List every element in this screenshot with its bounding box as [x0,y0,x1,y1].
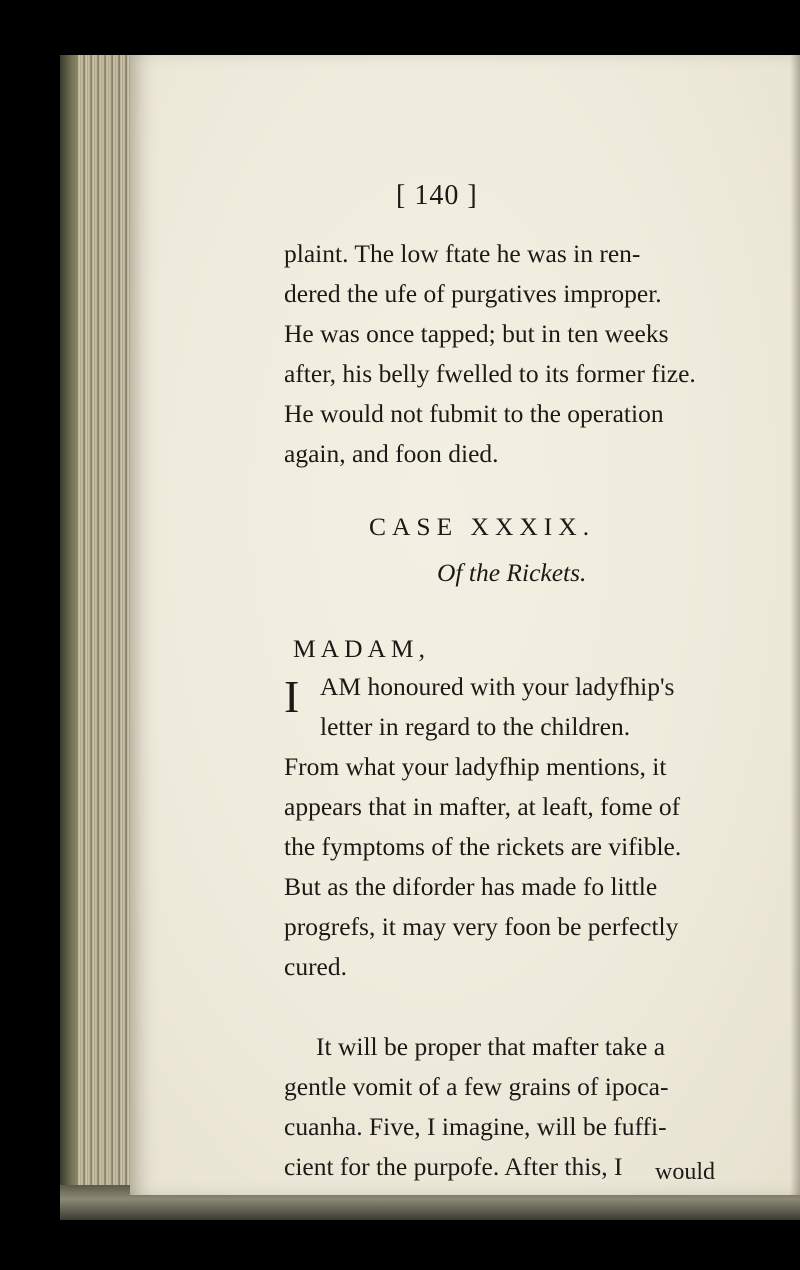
body-line: appears that in mafter, at leaft, fome of [284,792,681,821]
body-line: From what your ladyfhip mentions, it [284,752,667,781]
body-line: progrefs, it may very foon be perfectly [284,912,679,941]
body-line: after, his belly fwelled to its former fize. [284,359,696,388]
page-number-header: [ 140 ] [396,180,478,211]
case-heading: CASE XXXIX. [369,512,596,541]
book-page [130,55,800,1195]
body-line: He was once tapped; but in ten weeks [284,319,669,348]
body-line: cient for the purpofe. After this, I [284,1152,623,1181]
body-line: cuanha. Five, I imagine, will be fuffi- [284,1112,667,1141]
drop-cap: I [284,671,300,722]
page-shadow [790,55,800,1195]
body-line: It will be proper that mafter take a [316,1032,666,1061]
case-subtitle: Of the Rickets. [437,558,587,587]
body-line: dered the ufe of purgatives improper. [284,279,662,308]
body-line: the fymptoms of the rickets are vifible. [284,832,682,861]
body-line: gentle vomit of a few grains of ipoca- [284,1072,669,1101]
body-line: He would not fubmit to the operation [284,399,664,428]
catchword: would [655,1159,715,1185]
body-line: plaint. The low ftate he was in ren- [284,239,641,268]
body-line: letter in regard to the children. [320,712,631,741]
body-line: AM honoured with your ladyfhip's [320,672,675,701]
body-line: cured. [284,952,348,981]
book-spine-edge [60,55,78,1220]
letter-salutation: MADAM, [293,634,430,663]
body-line: again, and foon died. [284,439,499,468]
body-line: But as the diforder has made fo little [284,872,658,901]
